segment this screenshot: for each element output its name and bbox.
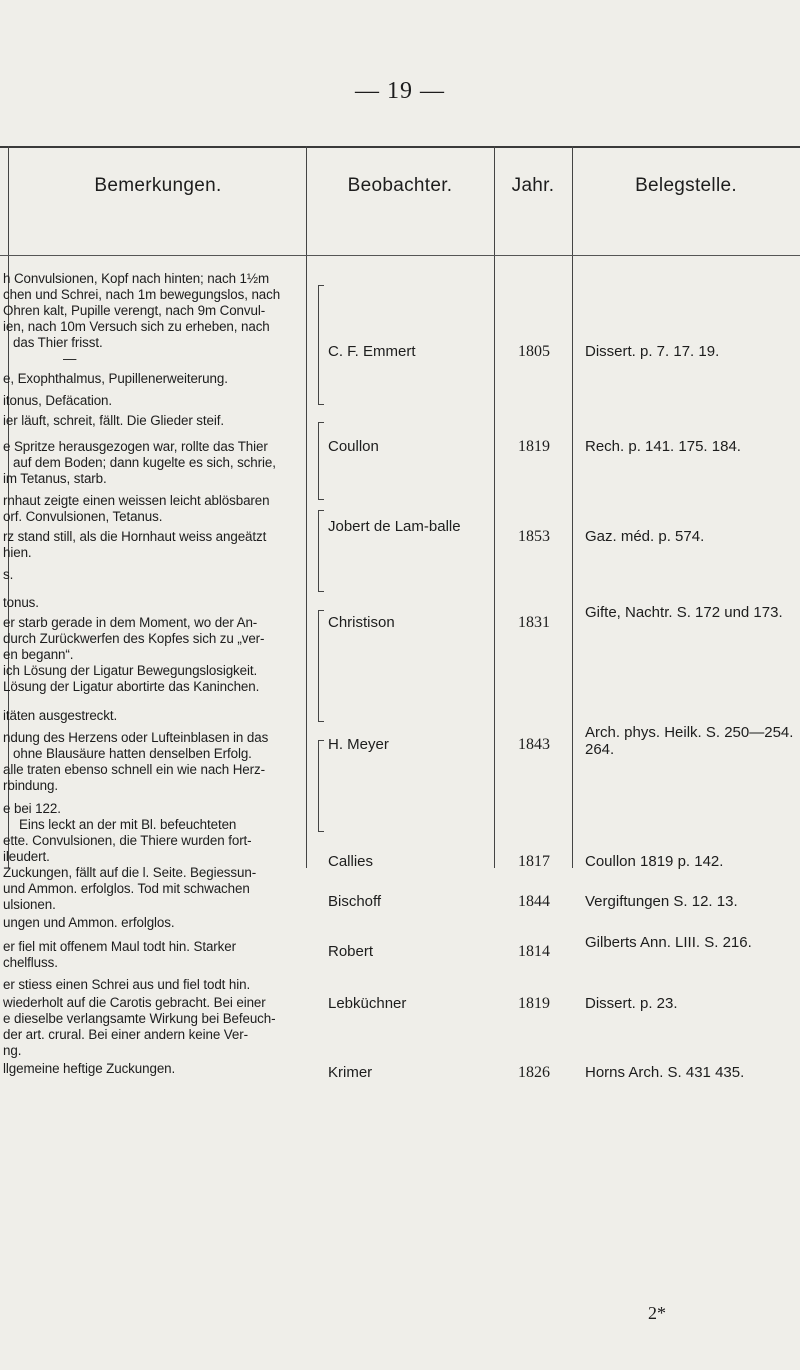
note-line: er starb gerade in dem Moment, wo der An- <box>3 615 258 630</box>
source-cell: Dissert. p. 23. <box>585 995 678 1012</box>
note-line: auf dem Boden; dann kugelte es sich, schrie, <box>13 455 276 470</box>
note-line: ich Lösung der Ligatur Bewegungslosigkeit. <box>3 663 258 678</box>
notes-cell <box>3 567 303 695</box>
year-cell: 1814 <box>518 943 550 960</box>
note-line: im Tetanus, starb. <box>3 471 107 486</box>
note-line: ndung des Herzens oder Lufteinblasen in das <box>3 730 269 745</box>
note-line: s. <box>3 567 14 582</box>
source-cell: Horns Arch. S. 431 435. <box>585 1064 745 1081</box>
note-line: ungen und Ammon. erfolglos. <box>3 915 175 930</box>
note-line: ier läuft, schreit, fällt. Die Glieder steif. <box>3 413 224 428</box>
note-line: rnhaut zeigte einen weissen leicht ablösbaren <box>3 493 270 508</box>
note-line: ien, nach 10m Versuch sich zu erheben, nach <box>3 319 270 334</box>
signature-mark: 2* <box>648 1303 666 1323</box>
source-cell: Gaz. méd. p. 574. <box>585 528 705 545</box>
source-cell: Gifte, Nachtr. S. 172 und 173. <box>585 604 783 621</box>
source-cell: Dissert. p. 7. 17. 19. <box>585 343 720 360</box>
note-line: Lösung der Ligatur abortirte das Kaninchen. <box>3 679 260 694</box>
notes-cell <box>3 413 303 487</box>
note-line: wiederholt auf die Carotis gebracht. Bei einer <box>3 995 266 1010</box>
source-cell: Coullon 1819 p. 142. <box>585 853 724 870</box>
note-line: er stiess einen Schrei aus und fiel todt hin. <box>3 977 251 992</box>
note-line: das Thier frisst. <box>13 335 103 350</box>
note-line: itäten ausgestreckt. <box>3 708 118 723</box>
page-number: — 19 — <box>355 78 445 104</box>
note-line: e Spritze herausgezogen war, rollte das Thier <box>3 439 268 454</box>
note-line: e bei 122. <box>3 801 61 816</box>
observer-cell: Robert <box>328 943 374 960</box>
source-cell: Gilberts Ann. LIII. S. 216. <box>585 934 752 951</box>
header-rule <box>0 255 800 256</box>
notes-cell <box>3 1061 303 1077</box>
note-line: ileudert. <box>3 849 50 864</box>
note-line: und Ammon. erfolglos. Tod mit schwachen <box>3 881 250 896</box>
note-line: e dieselbe verlangsamte Wirkung bei Befeuch- <box>3 1011 276 1026</box>
note-line: Eins leckt an der mit Bl. befeuchteten <box>19 817 237 832</box>
notes-cell <box>3 939 303 993</box>
year-cell: 1853 <box>518 528 550 545</box>
note-line: hien. <box>3 545 32 560</box>
row-bracket <box>318 285 324 405</box>
note-line: llgemeine heftige Zuckungen. <box>3 1061 176 1076</box>
header-source: Belegstelle. <box>635 175 737 196</box>
notes-cell <box>3 995 303 1059</box>
note-line: ulsionen. <box>3 897 56 912</box>
year-cell: 1826 <box>518 1064 550 1081</box>
source-cell: Arch. phys. Heilk. S. 250—254. 264. <box>585 724 794 758</box>
row-bracket <box>318 740 324 832</box>
note-line: ette. Convulsionen, die Thiere wurden fort- <box>3 833 252 848</box>
observer-cell: Krimer <box>328 1064 373 1081</box>
year-cell: 1819 <box>518 438 550 455</box>
year-cell: 1819 <box>518 995 550 1012</box>
header-notes: Bemerkungen. <box>94 175 222 196</box>
year-cell: 1805 <box>518 343 550 360</box>
note-line: ohne Blausäure hatten denselben Erfolg. <box>13 746 252 761</box>
observer-cell: H. Meyer <box>328 736 389 753</box>
year-cell: 1831 <box>518 614 550 631</box>
notes-cell <box>3 801 303 865</box>
observer-cell: Coullon <box>328 438 379 455</box>
notes-cell <box>3 271 303 409</box>
note-line: rbindung. <box>3 778 58 793</box>
note-line: en begann“. <box>3 647 74 662</box>
source-cell: Vergiftungen S. 12. 13. <box>585 893 738 910</box>
header-year: Jahr. <box>511 175 555 196</box>
year-cell: 1844 <box>518 893 550 910</box>
notes-cell <box>3 493 303 561</box>
observer-cell: Callies <box>328 853 374 870</box>
note-line: chen und Schrei, nach 1m bewegungslos, nach <box>3 287 281 302</box>
row-bracket <box>318 510 324 592</box>
observer-cell: Jobert de Lam-balle <box>328 518 461 535</box>
row-bracket <box>318 422 324 500</box>
header-observer: Beobachter. <box>347 175 453 196</box>
notes-cell <box>3 708 303 794</box>
note-line: der art. crural. Bei einer andern keine Ver- <box>3 1027 248 1042</box>
note-line: ng. <box>3 1043 22 1058</box>
observer-cell: C. F. Emmert <box>328 343 416 360</box>
year-cell: 1817 <box>518 853 550 870</box>
note-line: Zuckungen, fällt auf die l. Seite. Begiessun- <box>3 865 257 880</box>
note-line: Ohren kalt, Pupille verengt, nach 9m Convul- <box>3 303 266 318</box>
note-line: durch Zurückwerfen des Kopfes sich zu „ver- <box>3 631 265 646</box>
source-cell: Rech. p. 141. 175. 184. <box>585 438 741 455</box>
note-line: tonus. <box>3 595 39 610</box>
note-line: h Convulsionen, Kopf nach hinten; nach 1½m <box>3 271 270 286</box>
observer-cell: Lebküchner <box>328 995 407 1012</box>
note-line: alle traten ebenso schnell ein wie nach Herz- <box>3 762 265 777</box>
year-cell: 1843 <box>518 736 550 753</box>
note-line: e, Exophthalmus, Pupillenerweiterung. <box>3 371 228 386</box>
note-dash: — <box>63 351 77 366</box>
row-bracket <box>318 610 324 722</box>
note-line: er fiel mit offenem Maul todt hin. Starker <box>3 939 236 954</box>
notes-cell <box>3 865 303 931</box>
note-line: chelfluss. <box>3 955 58 970</box>
observer-cell: Bischoff <box>328 893 382 910</box>
observer-cell: Christison <box>328 614 395 631</box>
note-line: itonus, Defäcation. <box>3 393 113 408</box>
note-line: rz stand still, als die Hornhaut weiss angeätzt <box>3 529 267 544</box>
top-rule <box>0 146 800 148</box>
note-line: orf. Convulsionen, Tetanus. <box>3 509 163 524</box>
